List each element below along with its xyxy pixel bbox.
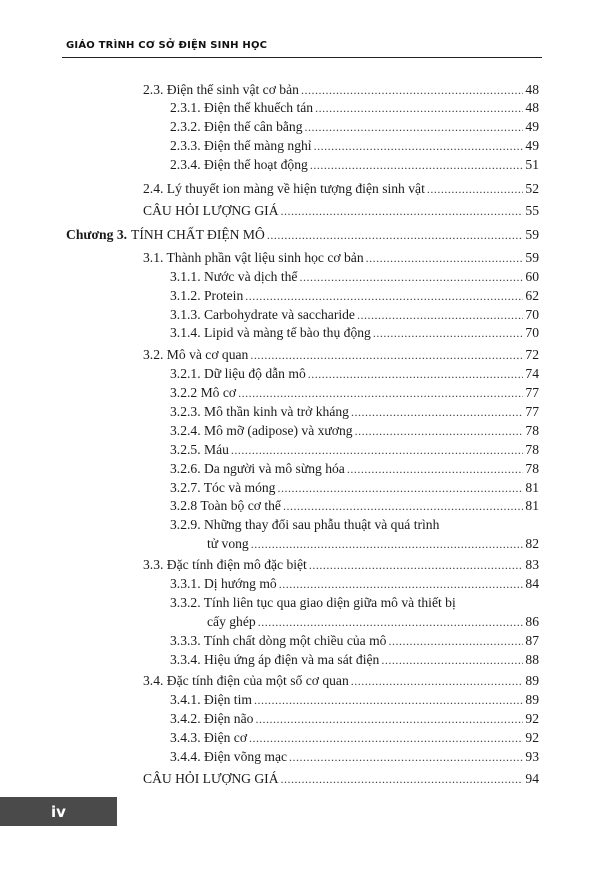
toc-entry-3-3[interactable] <box>143 556 539 574</box>
toc-entry-3-4-2[interactable] <box>170 710 539 728</box>
toc-entry-3-1-3[interactable] <box>170 306 539 324</box>
toc-title: 3.1.1. Nước và dịch thể <box>170 269 298 284</box>
toc-page: 55 <box>525 203 539 218</box>
toc-page: 74 <box>525 366 539 381</box>
toc-title: 2.3.4. Điện thế hoạt động <box>170 157 308 172</box>
toc-chapter-3[interactable] <box>66 226 539 244</box>
toc-title: 3.4.1. Điện tim <box>170 692 252 707</box>
toc-page: 60 <box>525 269 539 284</box>
toc-title: 3.3. Đặc tính điện mô đặc biệt <box>143 557 307 572</box>
toc-page: 77 <box>525 385 539 400</box>
dot-leader <box>308 366 524 383</box>
toc-title: 3.2. Mô và cơ quan <box>143 347 249 362</box>
toc-page: 81 <box>525 480 539 495</box>
toc-title: TÍNH CHẤT ĐIỆN MÔ <box>131 227 265 242</box>
toc-entry-2-4[interactable] <box>143 180 539 198</box>
toc-title: 3.2.5. Máu <box>170 442 229 457</box>
toc-title: 3.2.4. Mô mỡ (adipose) và xương <box>170 423 353 438</box>
toc-entry-3-2-6[interactable] <box>170 460 539 478</box>
dot-leader <box>277 480 523 497</box>
toc-title: tử vong <box>207 536 249 551</box>
dot-leader <box>255 711 523 728</box>
dot-leader <box>289 749 523 766</box>
dot-leader <box>258 614 524 631</box>
toc-title: 3.2.3. Mô thần kinh và trở kháng <box>170 404 349 419</box>
dot-leader <box>351 673 524 690</box>
toc-entry-3-4-3[interactable] <box>170 729 539 747</box>
toc-title: 2.3. Điện thế sinh vật cơ bản <box>143 82 299 97</box>
dot-leader <box>231 442 524 459</box>
dot-leader <box>283 498 523 515</box>
toc-page: 59 <box>525 250 539 265</box>
toc-page: 87 <box>525 633 539 648</box>
toc-page: 93 <box>525 749 539 764</box>
dot-leader <box>309 557 524 574</box>
toc-title: 3.4.2. Điện não <box>170 711 254 726</box>
toc-page: 81 <box>525 498 539 513</box>
toc-page: 92 <box>525 730 539 745</box>
dot-leader <box>281 203 524 220</box>
toc-page: 82 <box>525 536 539 551</box>
toc-entry-3-3-2[interactable] <box>207 613 539 631</box>
toc-entry-2-3-1[interactable] <box>170 99 539 117</box>
dot-leader <box>381 652 523 669</box>
toc-title: 3.4.4. Điện võng mạc <box>170 749 288 764</box>
toc-entry-3-4[interactable] <box>143 672 539 690</box>
toc-page: 70 <box>525 307 539 322</box>
dot-leader <box>267 227 524 244</box>
toc-title: 3.2.7. Tóc và móng <box>170 480 276 495</box>
dot-leader <box>388 633 523 650</box>
toc-page: 70 <box>525 325 539 340</box>
toc-entry-3-3-3[interactable] <box>170 632 539 650</box>
toc-page: 49 <box>525 138 539 153</box>
toc-title: 2.4. Lý thuyết ion màng về hiện tượng điện sinh vật <box>143 181 425 196</box>
dot-leader <box>251 536 524 553</box>
toc-page: 89 <box>525 692 539 707</box>
toc-entry-review-questions-2[interactable] <box>143 770 539 788</box>
toc-entry-3-3-4[interactable] <box>170 651 539 669</box>
dot-leader <box>254 692 523 709</box>
page-number-tab <box>0 797 117 826</box>
toc-entry-3-1-4[interactable] <box>170 324 539 342</box>
toc-title: 3.1.4. Lipid và màng tế bào thụ động <box>170 325 371 340</box>
toc-entry-3-3-1[interactable] <box>170 575 539 593</box>
toc-title: 3.4. Đặc tính điện của một số cơ quan <box>143 673 349 688</box>
dot-leader <box>305 119 524 136</box>
toc-entry-3-2-7[interactable] <box>170 479 539 497</box>
toc-title: cấy ghép <box>207 614 256 629</box>
toc-entry-2-3-2[interactable] <box>170 118 539 136</box>
dot-leader <box>315 100 523 117</box>
toc-title: CÂU HỎI LƯỢNG GIÁ <box>143 203 279 218</box>
toc-page: 48 <box>525 82 539 97</box>
chapter-label: Chương 3. <box>66 227 128 242</box>
page-number: iv <box>51 802 66 821</box>
toc-title: 2.3.2. Điện thế cân bằng <box>170 119 303 134</box>
dot-leader <box>355 423 524 440</box>
toc-page: 92 <box>525 711 539 726</box>
toc-page: 78 <box>525 423 539 438</box>
toc-title: 3.2.2 Mô cơ <box>170 385 237 400</box>
toc-page: 86 <box>525 614 539 629</box>
toc-entry-3-2-5[interactable] <box>170 441 539 459</box>
toc-entry-3-4-4[interactable] <box>170 748 539 766</box>
toc-title: 2.3.1. Điện thế khuếch tán <box>170 100 314 115</box>
dot-leader <box>238 385 523 402</box>
dot-leader <box>299 269 523 286</box>
toc-entry-3-2-9-line1: 3.2.9. Những thay đổi sau phẫu thuật và quá trình <box>170 517 440 532</box>
toc-entry-3-3-2-line1: 3.3.2. Tính liên tục qua giao diện giữa mô và thiết bị <box>170 595 456 610</box>
toc-title: 2.3.3. Điện thế màng nghỉ <box>170 138 312 153</box>
dot-leader <box>351 404 523 421</box>
header-rule <box>62 57 542 58</box>
toc-entry-3-1[interactable] <box>143 249 539 267</box>
toc-page: 78 <box>525 461 539 476</box>
toc-page: 94 <box>525 771 539 786</box>
toc-entry-3-1-1[interactable] <box>170 268 539 286</box>
toc-page: 52 <box>525 181 539 196</box>
toc-page: 51 <box>525 157 539 172</box>
toc-page: 59 <box>525 227 539 242</box>
toc-title: 3.4.3. Điện cơ <box>170 730 248 745</box>
toc-title: CÂU HỎI LƯỢNG GIÁ <box>143 771 279 786</box>
toc-title: 3.1.3. Carbohydrate và saccharide <box>170 307 355 322</box>
toc-title: 3.2.8 Toàn bộ cơ thể <box>170 498 281 513</box>
toc-page: 48 <box>525 100 539 115</box>
dot-leader <box>366 250 524 267</box>
toc-entry-3-2-4[interactable] <box>170 422 539 440</box>
toc-entry-3-2-2[interactable] <box>170 384 539 402</box>
dot-leader <box>357 307 523 324</box>
dot-leader <box>250 347 523 364</box>
running-head: GIÁO TRÌNH CƠ SỞ ĐIỆN SINH HỌC <box>66 40 268 51</box>
toc-entry-3-1-2[interactable] <box>170 287 539 305</box>
toc-title: 3.3.3. Tính chất dòng một chiều của mô <box>170 633 387 648</box>
toc-page: 62 <box>525 288 539 303</box>
toc-title: 3.3.4. Hiệu ứng áp điện và ma sát điện <box>170 652 380 667</box>
dot-leader <box>245 288 523 305</box>
toc-page: 84 <box>525 576 539 591</box>
toc-entry-review-questions[interactable] <box>143 202 539 220</box>
toc-entry-3-2[interactable] <box>143 346 539 364</box>
dot-leader <box>279 576 524 593</box>
toc-page: 89 <box>525 673 539 688</box>
toc-entry-3-2-8[interactable] <box>170 497 539 515</box>
toc-entry-2-3-4[interactable] <box>170 156 539 174</box>
toc-title: 3.2.1. Dữ liệu độ dẫn mô <box>170 366 306 381</box>
dot-leader <box>427 181 524 198</box>
toc-page: 77 <box>525 404 539 419</box>
dot-leader <box>281 771 524 788</box>
toc-page: 78 <box>525 442 539 457</box>
toc-entry-2-3[interactable] <box>143 81 539 99</box>
dot-leader <box>373 325 524 342</box>
toc-entry-3-2-3[interactable] <box>170 403 539 421</box>
toc-title: 3.1.2. Protein <box>170 288 244 303</box>
toc-entry-3-4-1[interactable] <box>170 691 539 709</box>
toc-title: 3.1. Thành phần vật liệu sinh học cơ bản <box>143 250 364 265</box>
dot-leader <box>310 157 524 174</box>
toc-page: 88 <box>525 652 539 667</box>
dot-leader <box>314 138 524 155</box>
toc-page: 49 <box>525 119 539 134</box>
toc-entry-2-3-3[interactable] <box>170 137 539 155</box>
dot-leader <box>249 730 523 747</box>
toc-page: 83 <box>525 557 539 572</box>
dot-leader <box>301 82 523 99</box>
toc-entry-3-2-9[interactable] <box>207 535 539 553</box>
toc-title: 3.2.6. Da người và mô sừng hóa <box>170 461 345 476</box>
toc-title: 3.3.1. Dị hướng mô <box>170 576 277 591</box>
dot-leader <box>347 461 524 478</box>
toc-entry-3-2-1[interactable] <box>170 365 539 383</box>
toc-page: 72 <box>525 347 539 362</box>
